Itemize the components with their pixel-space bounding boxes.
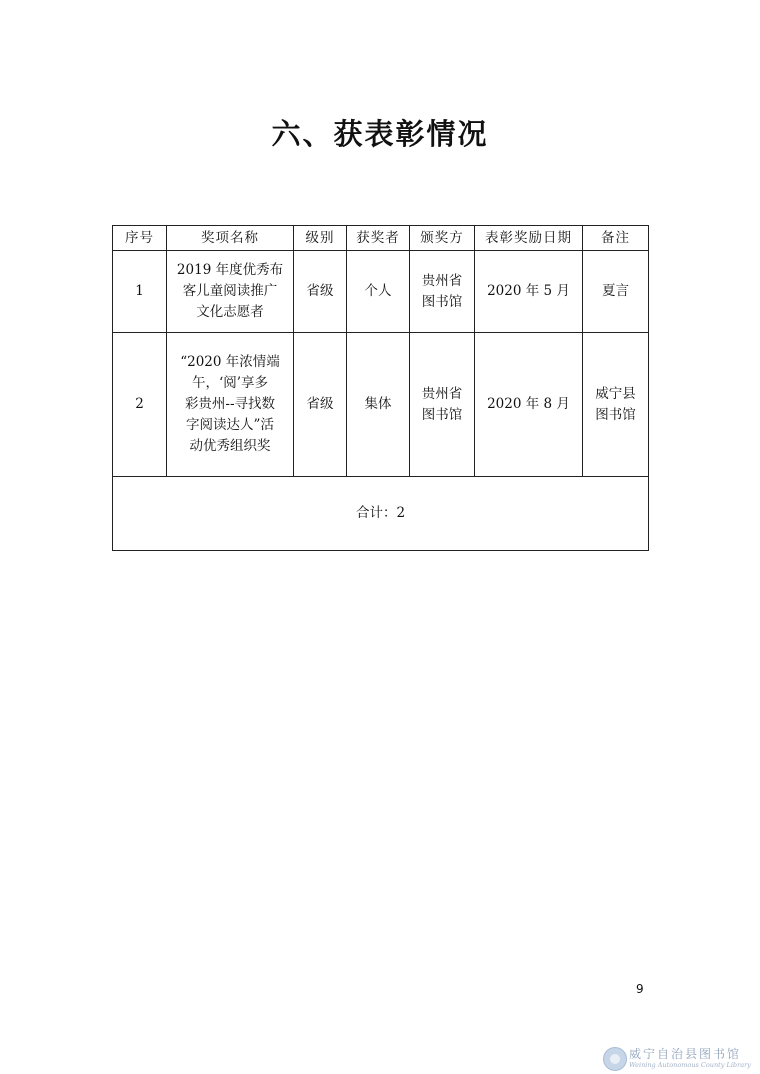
watermark-name-en: Weining Autonomous County Library (629, 1061, 751, 1069)
cell-winner: 集体 (347, 333, 410, 477)
issuer-line: 贵州省 (421, 385, 463, 402)
cell-note (583, 251, 649, 333)
header-winner: 获奖者 (347, 226, 410, 251)
cell-no: 1 (113, 251, 167, 333)
cell-no: 2 (113, 333, 167, 477)
watermark-name-cn: 威宁自治县图书馆 (629, 1047, 742, 1061)
table-header-row (113, 226, 649, 251)
award-line: 午，‘阅’享多 (191, 375, 269, 391)
award-line: 彩贵州--寻找数 (184, 396, 276, 412)
awards-table (112, 225, 649, 551)
header-issuer: 颁奖方 (410, 226, 475, 251)
header-award-name: 奖项名称 (167, 226, 294, 251)
header-level: 级别 (294, 226, 347, 251)
table-row (113, 333, 649, 477)
table-row (113, 251, 649, 333)
award-line: 2019 年度优秀布 (176, 262, 284, 278)
cell-level: 省级 (294, 333, 347, 477)
award-line: 动优秀组织奖 (189, 438, 271, 454)
table-total-row (113, 477, 649, 551)
cell-winner: 个人 (347, 251, 410, 333)
issuer-line: 贵州省 (421, 272, 463, 289)
issuer-line: 图书馆 (421, 293, 463, 310)
note-line: 图书馆 (595, 406, 636, 423)
cell-date: 2020 年 5 月 (475, 251, 583, 333)
cell-note (583, 333, 649, 477)
issuer-line: 图书馆 (421, 406, 463, 423)
award-line: “2020 年浓情端 (180, 354, 280, 370)
header-note: 备注 (583, 226, 649, 251)
cell-award-name (167, 251, 294, 333)
note-line: 威宁县 (595, 385, 636, 402)
library-logo-icon (603, 1047, 627, 1071)
header-date: 表彰奖励日期 (475, 226, 583, 251)
note-line: 夏言 (602, 283, 629, 299)
header-no: 序号 (113, 226, 167, 251)
award-line: 文化志愿者 (196, 304, 264, 320)
award-line: 字阅读达人”活 (186, 417, 274, 433)
library-watermark (603, 1045, 753, 1073)
cell-level: 省级 (294, 251, 347, 333)
page-title: 六、获表彰情况 (271, 117, 489, 151)
cell-award-name (167, 333, 294, 477)
cell-issuer (410, 333, 475, 477)
total-count: 合计：2 (113, 477, 649, 551)
page-number: 9 (636, 982, 644, 996)
cell-issuer (410, 251, 475, 333)
cell-date: 2020 年 8 月 (475, 333, 583, 477)
award-line: 客儿童阅读推广 (182, 283, 278, 299)
